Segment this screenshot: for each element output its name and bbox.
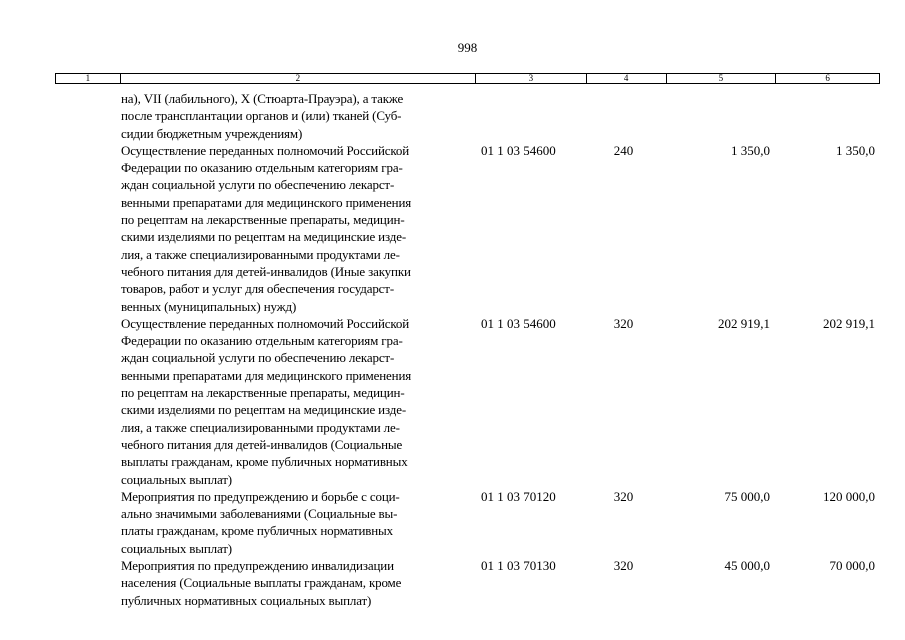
row-amount-year-1: 1 350,0 [731, 142, 770, 158]
column-header-4: 4 [587, 74, 667, 83]
row-expense-type: 320 [613, 488, 634, 504]
row-amount-year-2: 1 350,0 [836, 142, 875, 158]
row-expense-type: 320 [613, 558, 634, 574]
table-row [0, 142, 905, 315]
column-header-3: 3 [476, 74, 587, 83]
column-header-2: 2 [121, 74, 476, 83]
row-target-code: 01 1 03 54600 [481, 142, 556, 158]
row-expense-type: 240 [613, 142, 634, 158]
table-row [0, 315, 905, 488]
row-amount-year-1: 45 000,0 [724, 558, 770, 574]
row-description: Осуществление переданных полномочий Российской Федерации по оказанию отдельным категориям гра- ждан социальной услуги по обеспечению лекарст- венными препаратами для медицинского применения по рецептам на лекарственные препараты, медицин- скими изделиями по рецептам на медицинские изде- лия, а также специализированными продуктами ле- чебного питания для детей-инвалидов (Иные закупки товаров, работ и услуг для обеспечения государст- венных (муниципальных) нужд) [121, 142, 412, 314]
column-header-6: 6 [825, 73, 830, 83]
table-row [0, 90, 905, 142]
page-number: 998 [457, 40, 478, 55]
row-target-code: 01 1 03 70120 [481, 488, 556, 504]
row-amount-year-1: 75 000,0 [724, 488, 770, 504]
column-header-5: 5 [667, 74, 777, 83]
row-description: Мероприятия по предупреждению инвалидизации населения (Социальные выплаты гражданам, кроме публичных нормативных социальных выплат) [121, 558, 402, 608]
column-header-1: 1 [56, 74, 121, 83]
table-header-row [55, 73, 880, 84]
row-description: Осуществление переданных полномочий Российской Федерации по оказанию отдельным категориям гра- ждан социальной услуги по обеспечению лекарст- венными препаратами для медицинского применения по рецептам на лекарственные препараты, медицин- скими изделиями по рецептам на медицинские изде- лия, а также специализированными продуктами ле- чебного питания для детей-инвалидов (Социальные выплаты гражданам, кроме публичных нормативных социальных выплат) [121, 315, 412, 487]
row-expense-type: 320 [613, 315, 634, 331]
row-target-code: 01 1 03 54600 [481, 315, 556, 331]
row-description: на), VII (лабильного), X (Стюарта-Прауэра), а также после трансплантации органов и (или) тканей (Суб- сидии бюджетным учреждениям) [121, 91, 404, 141]
row-amount-year-2: 70 000,0 [829, 558, 875, 574]
row-amount-year-2: 120 000,0 [823, 488, 875, 504]
table-row [0, 488, 905, 557]
row-amount-year-2: 202 919,1 [823, 315, 875, 331]
table-row [0, 557, 905, 609]
row-amount-year-1: 202 919,1 [718, 315, 770, 331]
table-body [0, 90, 905, 609]
row-description: Мероприятия по предупреждению и борьбе с соци- ально значимыми заболеваниями (Социальные вы- платы гражданам, кроме публичных нормативных социальных выплат) [121, 488, 400, 556]
row-target-code: 01 1 03 70130 [481, 558, 556, 574]
